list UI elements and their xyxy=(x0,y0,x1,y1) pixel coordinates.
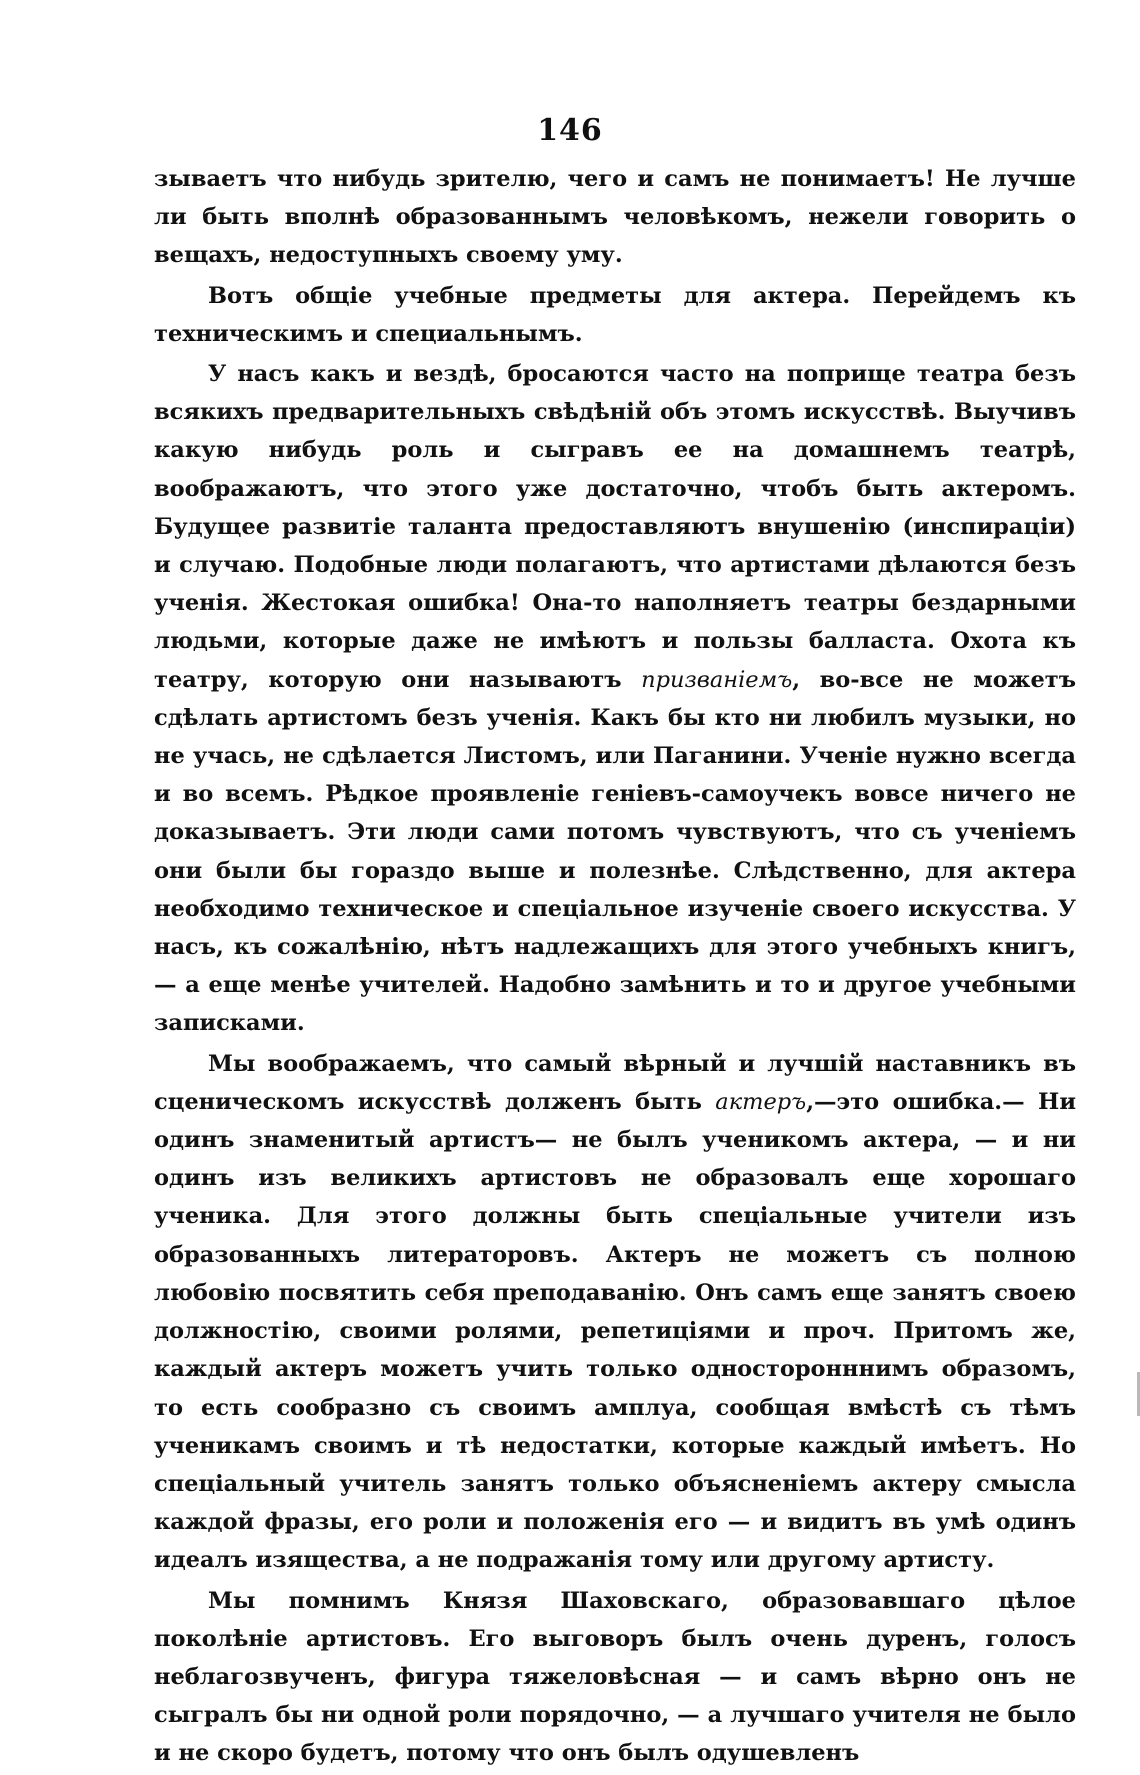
paragraph-continuation: зываетъ что нибудь зрителю, чего и самъ не понимаетъ! Не лучше ли быть вполнѣ образованнымъ человѣкомъ, нежели говорить о вещахъ, недоступныхъ своему уму. xyxy=(154,166,1076,269)
paragraph-teachers-part-1: Мы воображаемъ, что самый вѣрный и лучшій наставникъ въ сценическомъ искусствѣ долженъ быть xyxy=(154,1050,1076,1115)
emphasis-actor: актеръ xyxy=(715,1088,807,1115)
paragraph-teachers-part-2: ,—это ошибка.— Ни одинъ знаменитый артистъ— не былъ ученикомъ актера, — и ни одинъ изъ великихъ артистовъ не образовалъ еще хорошаго ученика. Для этого должны быть спеціальные учители изъ образованныхъ литераторовъ. Актеръ не можетъ съ полною любовію посвятить себя преподаванію. Онъ самъ еще занятъ своею должностію, своими ролями, репетиціями и проч. Притомъ же, каждый актеръ можетъ учить только односторонннимъ образомъ, то есть сообразно съ своимъ амплуа, сообщая вмѣстѣ съ тѣмъ ученикамъ своимъ и тѣ недостатки, которые каждый имѣетъ. Но спеціальный учитель занятъ только объясненіемъ актеру смысла каждой фразы, его роли и положенія его — и видитъ въ умѣ одинъ идеалъ изящества, а не подражанія тому или другому артисту. xyxy=(154,1088,1077,1574)
emphasis-calling: призваніемъ xyxy=(641,666,793,693)
paragraph-training-part-1: У насъ какъ и вездѣ, бросаются часто на поприще театра безъ всякихъ предварительныхъ свѣдѣній объ этомъ искусствѣ. Выучивъ какую нибудь роль и сыгравъ ее на домашнемъ театрѣ, воображаютъ, что этого уже достаточно, чтобъ быть актеромъ. Будущее развитіе таланта предоставляютъ внушенію (инспираціи) и случаю. Подобные люди полагаютъ, что артистами дѣлаются безъ ученія. Жестокая ошибка! Она-то наполняетъ театры бездарными людьми, которые даже не имѣютъ и пользы балласта. Охота къ театру, которую они называютъ xyxy=(154,361,1076,693)
paragraph-training-part-2: , во-все не можетъ сдѣлать артистомъ безъ ученія. Какъ бы кто ни любилъ музыки, но не учась, не сдѣлается Листомъ, или Паганини. Ученіе нужно всегда и во всемъ. Рѣдкое проявленіе геніевъ-самоучекъ вовсе ничего не доказываетъ. Эти люди сами потомъ чувствуютъ, что съ ученіемъ они были бы гораздо выше и полезнѣе. Слѣдственно, для актера необходимо техническое и спеціальное изученіе своего искусства. У насъ, къ сожалѣнію, нѣтъ надлежащихъ для этого учебныхъ книгъ, — а еще менѣе учителей. Надобно замѣнить и то и другое учебными записками. xyxy=(154,666,1076,1037)
paragraph-teachers xyxy=(154,1045,1076,1580)
paragraph-subjects: Вотъ общіе учебные предметы для актера. Перейдемъ къ техническимъ и специальнымъ. xyxy=(154,282,1076,347)
paragraph-shakhovskoy: Мы помнимъ Князя Шаховскаго, образовавшаго цѣлое поколѣніе артистовъ. Его выговоръ былъ очень дуренъ, голосъ неблагозвученъ, фигура тяжеловѣсная — и самъ вѣрно онъ не сыгралъ бы ни одной роли порядочно, — а лучшаго учителя не было и не скоро будетъ, потому что онъ былъ одушевленъ xyxy=(154,1587,1076,1767)
body-text xyxy=(154,160,1076,1775)
paragraph-training xyxy=(154,355,1076,1043)
page-number: 146 xyxy=(537,113,603,148)
